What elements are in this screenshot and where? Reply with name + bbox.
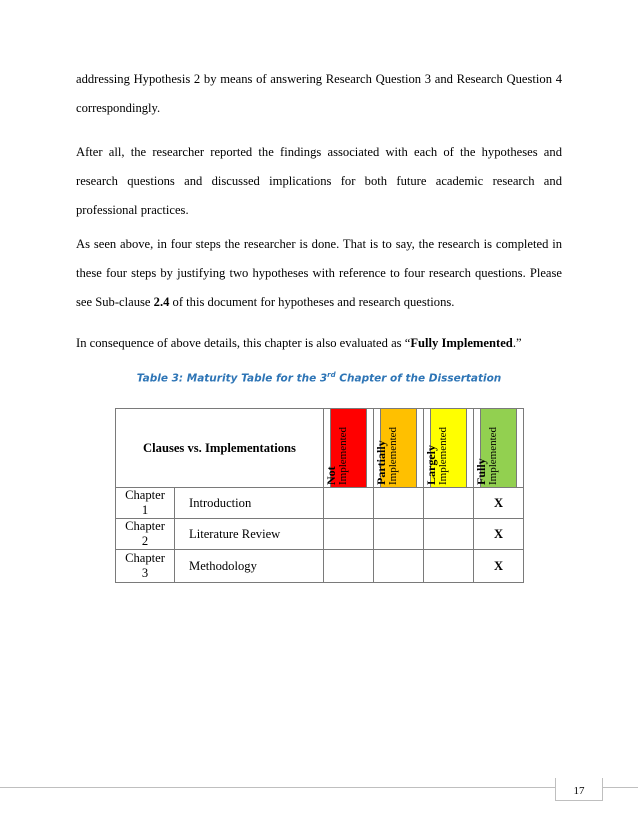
chapter-word: Chapter — [125, 519, 165, 533]
paragraph-2: After all, the researcher reported the findings associated with each of the hypotheses and research questions and discussed implications for both future academic research and professional practices. — [76, 145, 562, 217]
page-number: 17 — [555, 778, 603, 801]
level-label — [475, 427, 499, 485]
paragraph-3-text-a: As seen above, in four steps the researcher is done. That is to say, the research is completed in these four steps by justifying two hypotheses with reference to four research questions. Please see Sub-clause — [76, 237, 562, 309]
cell-partially — [374, 550, 424, 583]
maturity-table — [115, 408, 524, 583]
cell-partially — [374, 488, 424, 519]
table-row — [116, 550, 524, 583]
chapter-word: Chapter — [125, 551, 165, 565]
evaluation-result: Fully Implemented — [410, 336, 513, 350]
paragraph-3-text-b: of this document for hypotheses and research questions. — [169, 295, 455, 309]
paragraph-4 — [76, 329, 562, 358]
paragraph-1: addressing Hypothesis 2 by means of answering Research Question 3 and Research Question 4 correspondingly. — [76, 72, 562, 115]
level-label-rest: Implemented — [386, 426, 399, 485]
level-fully-implemented — [474, 409, 524, 488]
paragraph-4-text-a: In consequence of above details, this chapter is also evaluated as “ — [76, 336, 411, 350]
level-label-bold: Largely — [423, 445, 438, 485]
chapter-number: 1 — [141, 503, 149, 517]
caption-suffix: Chapter of the Dissertation — [335, 372, 502, 385]
table-caption — [0, 371, 638, 385]
chapter-name: Methodology — [175, 550, 324, 583]
level-label-rest: Implemented — [486, 426, 499, 485]
level-label — [375, 427, 399, 485]
subclause-reference: 2.4 — [153, 295, 170, 309]
level-not-implemented — [324, 409, 374, 488]
chapter-name: Literature Review — [175, 519, 324, 550]
chapter-number: 2 — [141, 534, 149, 548]
footer-divider — [0, 787, 638, 788]
chapter-cell — [116, 488, 175, 519]
cell-partially — [374, 519, 424, 550]
level-label-bold: Fully — [473, 458, 488, 485]
table-row — [116, 519, 524, 550]
chapter-number: 3 — [141, 566, 149, 580]
caption-superscript: rd — [327, 371, 336, 379]
level-label — [425, 427, 449, 485]
cell-fully-mark: X — [474, 519, 524, 550]
chapter-name: Introduction — [175, 488, 324, 519]
cell-largely — [424, 488, 474, 519]
cell-largely — [424, 519, 474, 550]
level-label — [325, 427, 349, 485]
level-partially-implemented — [374, 409, 424, 488]
level-largely-implemented — [424, 409, 474, 488]
cell-not — [324, 488, 374, 519]
level-label-rest: Implemented — [336, 426, 349, 485]
level-label-bold: Not — [323, 466, 338, 485]
cell-not — [324, 550, 374, 583]
cell-not — [324, 519, 374, 550]
cell-largely — [424, 550, 474, 583]
cell-fully-mark: X — [474, 550, 524, 583]
header-clauses-label: Clauses vs. Implementations — [116, 409, 324, 488]
level-label-bold: Partially — [373, 440, 388, 485]
chapter-cell — [116, 550, 175, 583]
level-label-rest: Implemented — [436, 426, 449, 485]
table-row — [116, 488, 524, 519]
table-header-row — [116, 409, 524, 488]
paragraph-3 — [76, 230, 562, 317]
cell-fully-mark: X — [474, 488, 524, 519]
paragraph-4-text-b: .” — [512, 336, 522, 350]
caption-prefix: Table 3: Maturity Table for the 3 — [136, 372, 328, 385]
chapter-cell — [116, 519, 175, 550]
chapter-word: Chapter — [125, 488, 165, 502]
